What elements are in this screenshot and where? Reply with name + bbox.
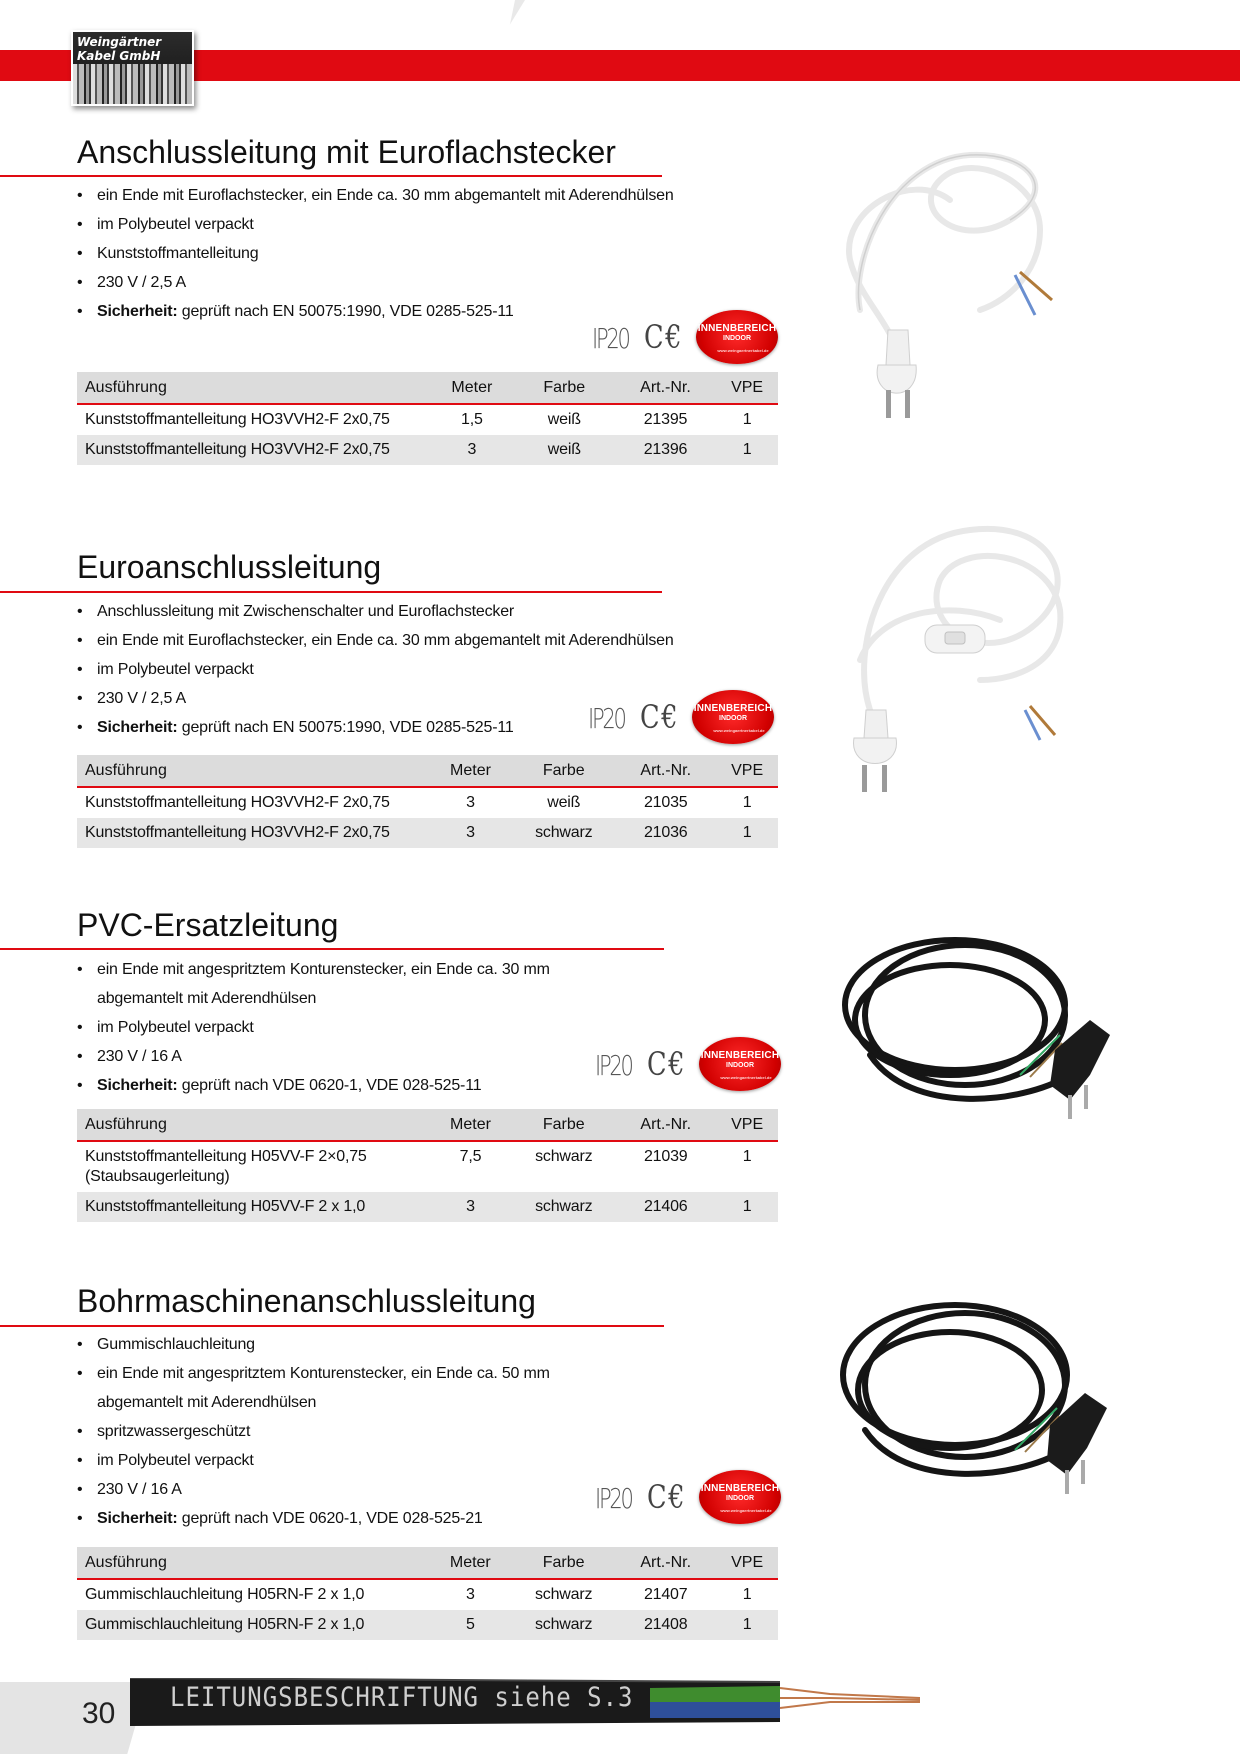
ce-mark-icon: C€ (644, 318, 684, 356)
black-rubber-cable-image (835, 1290, 1120, 1510)
table-row: Kunststoffmantelleitung HO3VVH2-F 2x0,75 3 schwarz 21036 1 (77, 818, 778, 848)
feature-item: • 230 V / 2,5 A (77, 690, 187, 707)
feature-item-safety: • Sicherheit: geprüft nach VDE 0620-1, VDE 028-525-11 (77, 1077, 482, 1094)
col-header-meter: Meter (429, 1547, 513, 1579)
indoor-badge-icon: INNENBEREICH INDOOR www.weingaertnerkabel.de (692, 690, 774, 744)
feature-list (77, 597, 674, 742)
feature-item: • im Polybeutel verpackt (77, 1452, 254, 1469)
company-logo (71, 30, 194, 106)
section-title-rule (0, 591, 662, 593)
col-header-ausfuehrung: Ausführung (77, 1109, 429, 1141)
certification-marks (595, 1470, 785, 1530)
feature-item: • ein Ende mit Euroflachstecker, ein Ende ca. 30 mm abgemantelt mit Aderendhülsen (77, 187, 674, 204)
product-table (77, 1109, 778, 1222)
col-header-vpe: VPE (716, 1547, 778, 1579)
table-row: Gummischlauchleitung H05RN-F 2 x 1,0 5 schwarz 21408 1 (77, 1610, 778, 1640)
indoor-badge-icon: INNENBEREICH INDOOR www.weingaertnerkabel.de (699, 1037, 781, 1091)
feature-item: • 230 V / 2,5 A (77, 274, 187, 291)
col-header-vpe: VPE (716, 755, 778, 787)
logo-line-1: Weingärtner (77, 35, 162, 49)
section-title-rule (0, 948, 664, 950)
feature-item-safety: • Sicherheit: geprüft nach VDE 0620-1, VDE 028-525-21 (77, 1510, 483, 1527)
table-row: Kunststoffmantelleitung H05VV-F 2×0,75 (Staubsaugerleitung) 7,5 schwarz 21039 1 (85, 1148, 752, 1185)
col-header-meter: Meter (429, 1109, 513, 1141)
footer-grey-band (0, 1682, 148, 1754)
white-cable-with-switch-image (830, 510, 1100, 810)
col-header-farbe: Farbe (512, 1109, 615, 1141)
col-header-ausfuehrung: Ausführung (77, 372, 430, 404)
section-title: Euroanschlussleitung (77, 549, 382, 585)
col-header-vpe: VPE (716, 372, 778, 404)
section-title-rule (0, 175, 662, 177)
feature-item: • ein Ende mit angespritztem Konturenstecker, ein Ende ca. 50 mm (77, 1365, 550, 1382)
feature-list (77, 181, 674, 326)
col-header-artnr: Art.-Nr. (615, 1109, 716, 1141)
col-header-ausfuehrung: Ausführung (77, 1547, 429, 1579)
feature-item-continuation: abgemantelt mit Aderendhülsen (97, 990, 317, 1007)
col-header-ausfuehrung: Ausführung (77, 755, 429, 787)
page-number: 30 (82, 1697, 116, 1730)
col-header-farbe: Farbe (512, 1547, 615, 1579)
footer-cable-text: LEITUNGSBESCHRIFTUNG siehe S.3 (170, 1681, 634, 1713)
indoor-badge-icon: INNENBEREICH INDOOR www.weingaertnerkabel.de (699, 1470, 781, 1524)
feature-item: • Kunststoffmantelleitung (77, 245, 259, 262)
col-header-meter: Meter (430, 372, 514, 404)
certification-marks (595, 1037, 785, 1097)
col-header-artnr: Art.-Nr. (615, 1547, 716, 1579)
col-header-vpe: VPE (716, 1109, 778, 1141)
feature-item: • Gummischlauchleitung (77, 1336, 255, 1353)
section-title: Anschlussleitung mit Euroflachstecker (77, 134, 616, 170)
logo-text (77, 35, 161, 63)
ip20-mark: IP20 (595, 1482, 632, 1515)
ce-mark-icon: C€ (640, 698, 680, 736)
feature-item: • ein Ende mit angespritztem Konturenstecker, ein Ende ca. 30 mm (77, 961, 550, 978)
certification-marks (588, 690, 778, 750)
feature-item: • Anschlussleitung mit Zwischenschalter und Euroflachstecker (77, 603, 515, 620)
table-row: Gummischlauchleitung H05RN-F 2 x 1,0 3 schwarz 21407 1 (85, 1586, 752, 1603)
black-pvc-cable-image (840, 925, 1130, 1130)
ip20-mark: IP20 (595, 1049, 632, 1082)
ce-mark-icon: C€ (647, 1478, 687, 1516)
feature-item: • 230 V / 16 A (77, 1481, 182, 1498)
feature-item-continuation: abgemantelt mit Aderendhülsen (97, 1394, 317, 1411)
logo-cables-image (73, 64, 192, 104)
table-row: Kunststoffmantelleitung HO3VVH2-F 2x0,75 3 weiß 21035 1 (85, 794, 752, 811)
col-header-farbe: Farbe (514, 372, 615, 404)
section-title-rule (0, 1325, 664, 1327)
col-header-meter: Meter (429, 755, 513, 787)
feature-list (77, 1330, 550, 1533)
ip20-mark: IP20 (588, 702, 625, 735)
ip20-mark: IP20 (592, 322, 629, 355)
indoor-badge-icon: INNENBEREICH INDOOR www.weingaertnerkabel.de (696, 310, 778, 364)
ce-mark-icon: C€ (647, 1045, 687, 1083)
col-header-farbe: Farbe (512, 755, 615, 787)
white-euro-plug-cable-image (830, 140, 1090, 460)
logo-line-2: Kabel GmbH (77, 49, 161, 63)
product-table (77, 1547, 778, 1640)
product-table (77, 372, 778, 465)
section-title: Bohrmaschinenanschlussleitung (77, 1283, 536, 1319)
certification-marks (592, 310, 782, 370)
feature-item: • im Polybeutel verpackt (77, 1019, 254, 1036)
feature-list (77, 955, 550, 1100)
feature-item-safety: • Sicherheit: geprüft nach EN 50075:1990, VDE 0285-525-11 (77, 719, 514, 736)
product-table (77, 755, 778, 848)
table-row: Kunststoffmantelleitung H05VV-F 2 x 1,0 3 schwarz 21406 1 (77, 1192, 778, 1222)
feature-item: • im Polybeutel verpackt (77, 216, 254, 233)
table-row: Kunststoffmantelleitung HO3VVH2-F 2x0,75 1,5 weiß 21395 1 (85, 411, 752, 428)
table-row: Kunststoffmantelleitung HO3VVH2-F 2x0,75 3 weiß 21396 1 (77, 435, 778, 465)
feature-item: • im Polybeutel verpackt (77, 661, 254, 678)
feature-item: • 230 V / 16 A (77, 1048, 182, 1065)
col-header-artnr: Art.-Nr. (615, 372, 716, 404)
feature-item: • spritzwassergeschützt (77, 1423, 251, 1440)
col-header-artnr: Art.-Nr. (615, 755, 716, 787)
section-title: PVC-Ersatzleitung (77, 907, 339, 943)
feature-item-safety: • Sicherheit: geprüft nach EN 50075:1990, VDE 0285-525-11 (77, 303, 514, 320)
feature-item: • ein Ende mit Euroflachstecker, ein Ende ca. 30 mm abgemantelt mit Aderendhülsen (77, 632, 674, 649)
